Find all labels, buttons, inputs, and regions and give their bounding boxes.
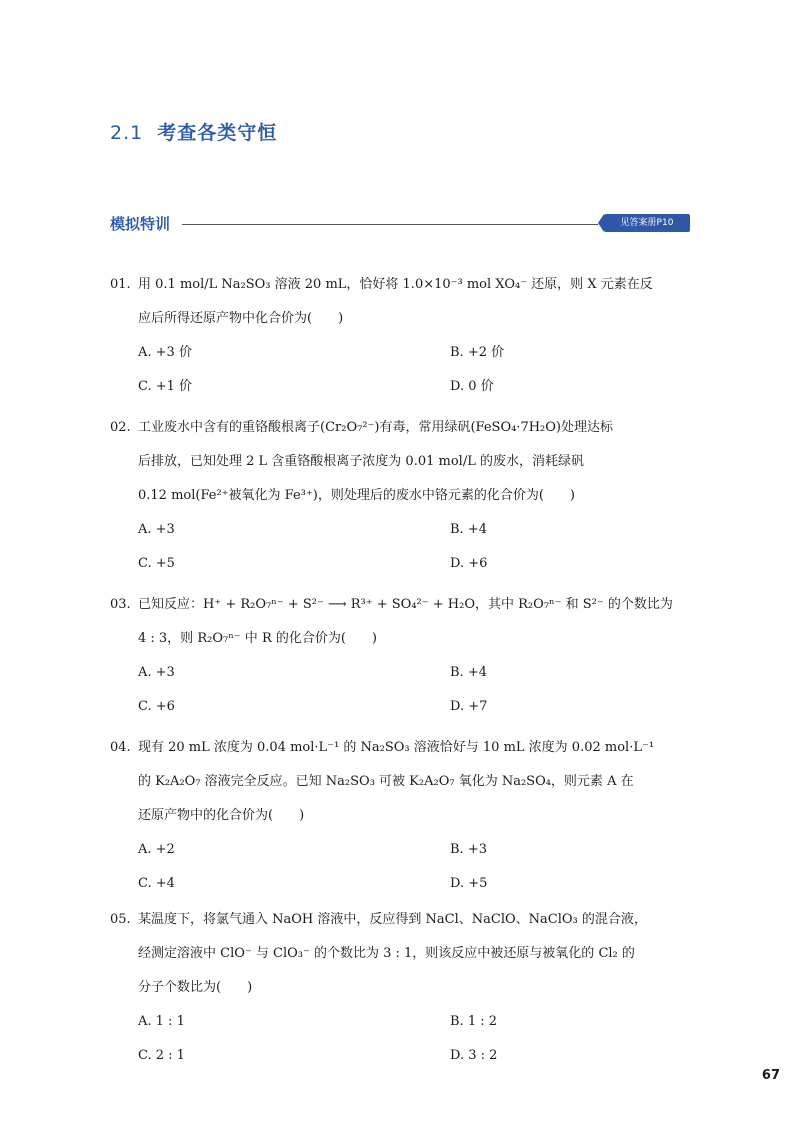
option-d[interactable]: D. +6 [450, 556, 488, 571]
option-b[interactable]: B. +3 [450, 842, 487, 857]
question-text: 4 : 3，则 R₂O₇ⁿ⁻ 中 R 的化合价为( ) [138, 631, 378, 646]
option-b[interactable]: B. +4 [450, 665, 487, 680]
question-number: 02. [110, 420, 131, 435]
question-text: 用 0.1 mol/L Na₂SO₃ 溶液 20 mL，恰好将 1.0×10⁻³ mol XO₄⁻ 还原，则 X 元素在反 [138, 277, 653, 292]
question-number: 04. [110, 740, 131, 755]
question-text: 经测定溶液中 ClO⁻ 与 ClO₃⁻ 的个数比为 3 : 1，则该反应中被还原与被氧化的 Cl₂ 的 [138, 946, 635, 961]
question-02 [110, 411, 690, 581]
question-text: 后排放，已知处理 2 L 含重铬酸根离子浓度为 0.01 mol/L 的废水，消耗绿矾 [138, 454, 584, 469]
question-text: 已知反应：H⁺ + R₂O₇ⁿ⁻ + S²⁻ ⟶ R³⁺ + SO₄²⁻ + H₂O，其中 R₂O₇ⁿ⁻ 和 S²⁻ 的个数比为 [138, 597, 673, 612]
question-number: 03. [110, 597, 131, 612]
option-d[interactable]: D. 3 : 2 [450, 1048, 498, 1063]
answer-reference-tab: 见答案册P10 [604, 214, 690, 232]
question-03 [110, 588, 690, 724]
option-a[interactable]: A. +3 价 [138, 345, 192, 360]
question-01 [110, 268, 690, 404]
option-d[interactable]: D. 0 价 [450, 379, 494, 394]
option-b[interactable]: B. +2 价 [450, 345, 505, 360]
section-heading [110, 118, 277, 145]
option-b[interactable]: B. 1 : 2 [450, 1014, 498, 1029]
question-number: 05. [110, 912, 131, 927]
question-text: 工业废水中含有的重铬酸根离子(Cr₂O₇²⁻)有毒，常用绿矾(FeSO₄·7H₂O)处理达标 [138, 420, 613, 435]
option-d[interactable]: D. +5 [450, 876, 488, 891]
question-text: 分子个数比为( ) [138, 980, 253, 995]
question-04 [110, 731, 690, 901]
option-b[interactable]: B. +4 [450, 522, 487, 537]
question-text: 应后所得还原产物中化合价为( ) [138, 311, 344, 326]
option-c[interactable]: C. +4 [138, 876, 175, 891]
option-d[interactable]: D. +7 [450, 699, 488, 714]
question-text: 0.12 mol(Fe²⁺被氧化为 Fe³⁺)，则处理后的废水中铬元素的化合价为( ) [138, 488, 575, 503]
option-c[interactable]: C. +6 [138, 699, 175, 714]
option-a[interactable]: A. +2 [138, 842, 175, 857]
question-number: 01. [110, 277, 131, 292]
page-number: 67 [761, 1068, 780, 1083]
option-c[interactable]: C. +5 [138, 556, 175, 571]
question-text: 现有 20 mL 浓度为 0.04 mol·L⁻¹ 的 Na₂SO₃ 溶液恰好与 10 mL 浓度为 0.02 mol·L⁻¹ [138, 740, 655, 755]
divider-line [182, 224, 598, 225]
training-header [110, 213, 690, 235]
section-title: 考查各类守恒 [157, 122, 278, 144]
option-c[interactable]: C. +1 价 [138, 379, 193, 394]
question-text: 某温度下，将氯气通入 NaOH 溶液中，反应得到 NaCl、NaClO、NaClO₃ 的混合液， [138, 912, 647, 927]
option-c[interactable]: C. 2 : 1 [138, 1048, 185, 1063]
option-a[interactable]: A. 1 : 1 [138, 1014, 185, 1029]
question-text: 还原产物中的化合价为( ) [138, 808, 305, 823]
question-05 [110, 903, 690, 1073]
section-number: 2.1 [110, 122, 144, 144]
option-a[interactable]: A. +3 [138, 665, 175, 680]
question-text: 的 K₂A₂O₇ 溶液完全反应。已知 Na₂SO₃ 可被 K₂A₂O₇ 氧化为 Na₂SO₄，则元素 A 在 [138, 774, 634, 789]
training-label: 模拟特训 [110, 215, 171, 233]
option-a[interactable]: A. +3 [138, 522, 175, 537]
